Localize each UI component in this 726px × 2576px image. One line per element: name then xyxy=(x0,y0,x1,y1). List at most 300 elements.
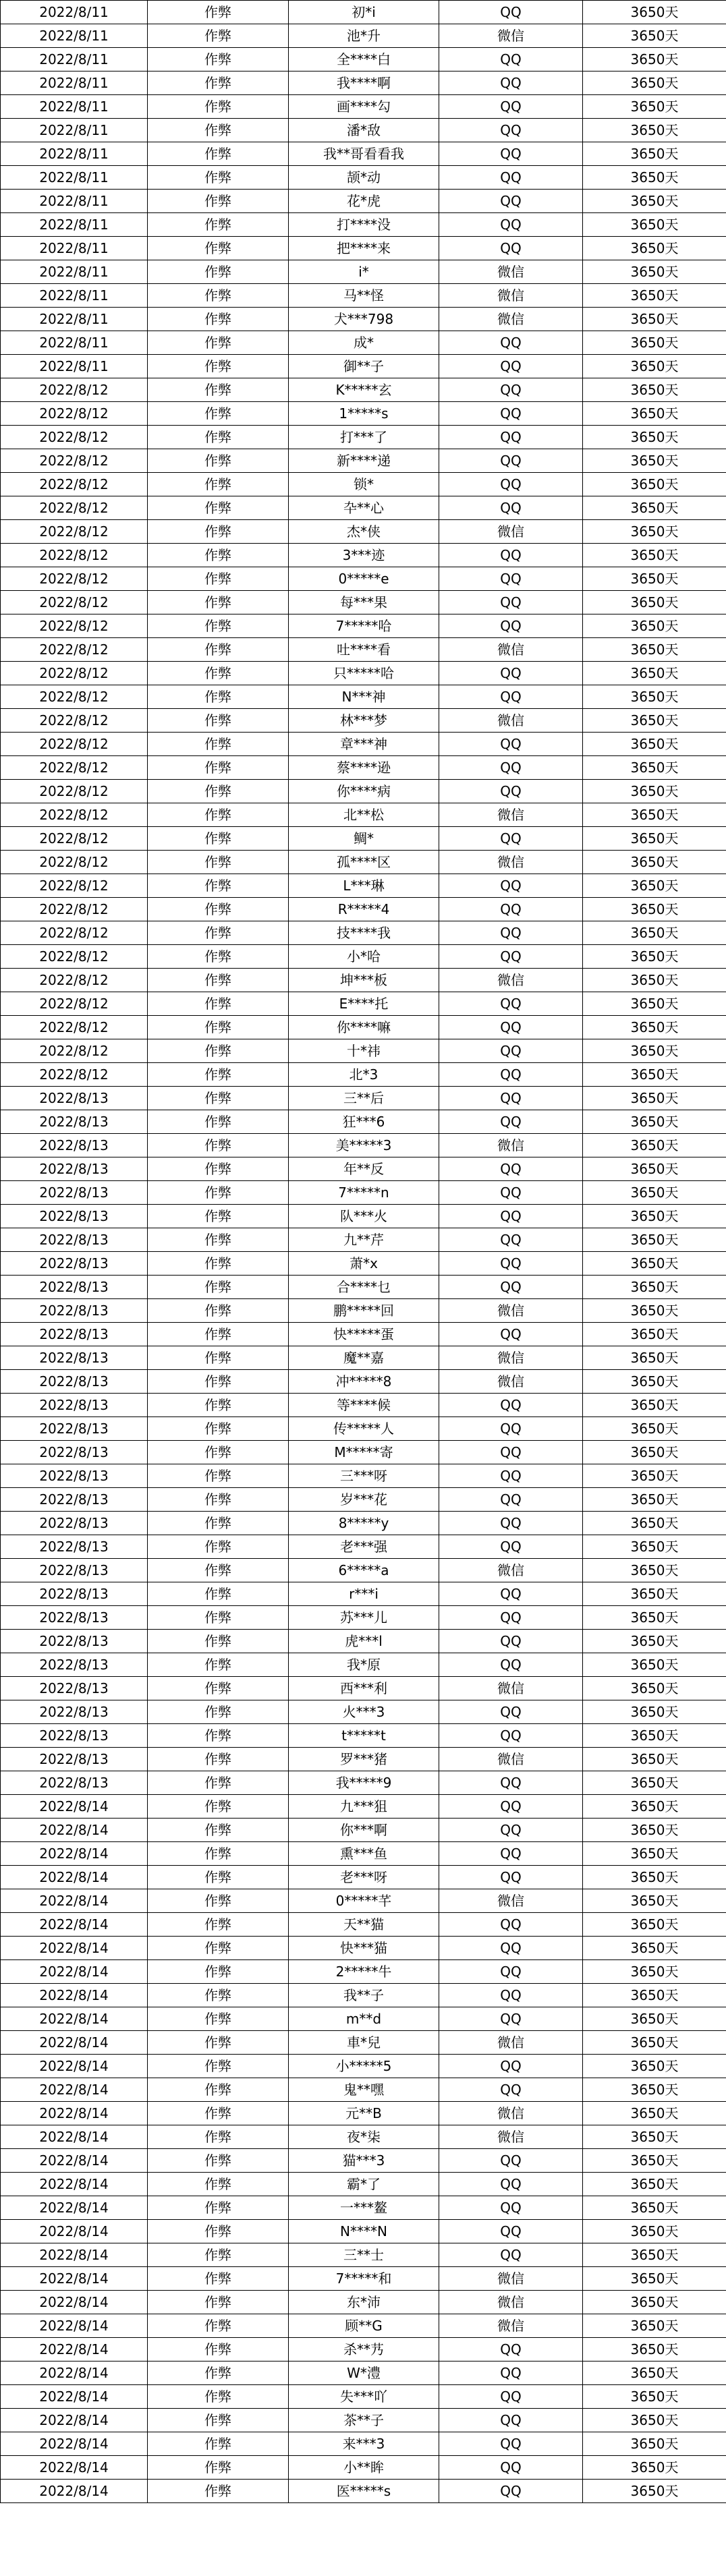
table-row xyxy=(1,71,726,95)
date-cell: 2022/8/13 xyxy=(1,1464,148,1488)
table-row xyxy=(1,1157,726,1181)
duration-cell: 3650天 xyxy=(583,1535,726,1559)
nickname-cell: 三**士 xyxy=(289,2243,439,2267)
duration-cell: 3650天 xyxy=(583,1299,726,1323)
nickname-cell: 猫***3 xyxy=(289,2149,439,2173)
duration-cell: 3650天 xyxy=(583,1394,726,1417)
date-cell: 2022/8/12 xyxy=(1,898,148,921)
reason-cell: 作弊 xyxy=(148,2007,289,2031)
platform-cell: QQ xyxy=(439,2173,583,2196)
date-cell: 2022/8/14 xyxy=(1,2102,148,2125)
table-row xyxy=(1,969,726,992)
date-cell: 2022/8/11 xyxy=(1,331,148,355)
duration-cell: 3650天 xyxy=(583,1606,726,1630)
nickname-cell: 成* xyxy=(289,331,439,355)
date-cell: 2022/8/11 xyxy=(1,24,148,48)
date-cell: 2022/8/13 xyxy=(1,1653,148,1677)
nickname-cell: 0*****e xyxy=(289,567,439,591)
platform-cell: QQ xyxy=(439,733,583,756)
nickname-cell: 快*****蛋 xyxy=(289,1323,439,1346)
date-cell: 2022/8/12 xyxy=(1,520,148,544)
reason-cell: 作弊 xyxy=(148,1346,289,1370)
duration-cell: 3650天 xyxy=(583,1016,726,1039)
reason-cell: 作弊 xyxy=(148,1677,289,1700)
nickname-cell: 快***猫 xyxy=(289,1937,439,1960)
table-row xyxy=(1,2385,726,2409)
platform-cell: QQ xyxy=(439,1960,583,1984)
reason-cell: 作弊 xyxy=(148,2220,289,2243)
date-cell: 2022/8/14 xyxy=(1,2362,148,2385)
reason-cell: 作弊 xyxy=(148,284,289,308)
date-cell: 2022/8/13 xyxy=(1,1110,148,1134)
reason-cell: 作弊 xyxy=(148,733,289,756)
date-cell: 2022/8/13 xyxy=(1,1724,148,1748)
reason-cell: 作弊 xyxy=(148,1276,289,1299)
nickname-cell: 杀**艿 xyxy=(289,2338,439,2362)
reason-cell: 作弊 xyxy=(148,1181,289,1205)
table-row xyxy=(1,1110,726,1134)
table-row xyxy=(1,2173,726,2196)
platform-cell: QQ xyxy=(439,591,583,614)
date-cell: 2022/8/13 xyxy=(1,1677,148,1700)
duration-cell: 3650天 xyxy=(583,1889,726,1913)
nickname-cell: 霸*了 xyxy=(289,2173,439,2196)
date-cell: 2022/8/14 xyxy=(1,2125,148,2149)
date-cell: 2022/8/13 xyxy=(1,1346,148,1370)
platform-cell: QQ xyxy=(439,1842,583,1866)
platform-cell: QQ xyxy=(439,1228,583,1252)
table-row xyxy=(1,331,726,355)
nickname-cell: 每***果 xyxy=(289,591,439,614)
date-cell: 2022/8/12 xyxy=(1,1016,148,1039)
platform-cell: QQ xyxy=(439,1181,583,1205)
table-row xyxy=(1,378,726,402)
reason-cell: 作弊 xyxy=(148,1960,289,1984)
reason-cell: 作弊 xyxy=(148,2267,289,2291)
date-cell: 2022/8/11 xyxy=(1,260,148,284)
table-row xyxy=(1,95,726,119)
table-row xyxy=(1,1205,726,1228)
duration-cell: 3650天 xyxy=(583,2031,726,2055)
table-row xyxy=(1,2362,726,2385)
nickname-cell: K*****玄 xyxy=(289,378,439,402)
platform-cell: QQ xyxy=(439,1323,583,1346)
table-row xyxy=(1,1559,726,1582)
platform-cell: QQ xyxy=(439,1984,583,2007)
duration-cell: 3650天 xyxy=(583,662,726,685)
platform-cell: QQ xyxy=(439,1606,583,1630)
nickname-cell: 小*****5 xyxy=(289,2055,439,2078)
nickname-cell: 7*****哈 xyxy=(289,614,439,638)
nickname-cell: 蔡****逊 xyxy=(289,756,439,780)
duration-cell: 3650天 xyxy=(583,2314,726,2338)
table-row xyxy=(1,1795,726,1819)
date-cell: 2022/8/11 xyxy=(1,166,148,190)
table-row xyxy=(1,945,726,969)
duration-cell: 3650天 xyxy=(583,2291,726,2314)
reason-cell: 作弊 xyxy=(148,921,289,945)
reason-cell: 作弊 xyxy=(148,1937,289,1960)
date-cell: 2022/8/13 xyxy=(1,1417,148,1441)
platform-cell: QQ xyxy=(439,780,583,803)
date-cell: 2022/8/11 xyxy=(1,284,148,308)
duration-cell: 3650天 xyxy=(583,355,726,378)
platform-cell: QQ xyxy=(439,2456,583,2480)
table-row xyxy=(1,308,726,331)
duration-cell: 3650天 xyxy=(583,2078,726,2102)
duration-cell: 3650天 xyxy=(583,520,726,544)
table-row xyxy=(1,1960,726,1984)
nickname-cell: 北**松 xyxy=(289,803,439,827)
nickname-cell: 全****白 xyxy=(289,48,439,71)
duration-cell: 3650天 xyxy=(583,733,726,756)
platform-cell: QQ xyxy=(439,1252,583,1276)
reason-cell: 作弊 xyxy=(148,1700,289,1724)
table-row xyxy=(1,851,726,874)
reason-cell: 作弊 xyxy=(148,2055,289,2078)
platform-cell: 微信 xyxy=(439,2125,583,2149)
duration-cell: 3650天 xyxy=(583,237,726,260)
duration-cell: 3650天 xyxy=(583,1630,726,1653)
nickname-cell: 失***吖 xyxy=(289,2385,439,2409)
table-row xyxy=(1,496,726,520)
reason-cell: 作弊 xyxy=(148,520,289,544)
date-cell: 2022/8/12 xyxy=(1,803,148,827)
date-cell: 2022/8/12 xyxy=(1,780,148,803)
nickname-cell: 1*****s xyxy=(289,402,439,426)
date-cell: 2022/8/11 xyxy=(1,71,148,95)
duration-cell: 3650天 xyxy=(583,331,726,355)
table-row xyxy=(1,1276,726,1299)
nickname-cell: N***神 xyxy=(289,685,439,709)
date-cell: 2022/8/12 xyxy=(1,827,148,851)
reason-cell: 作弊 xyxy=(148,898,289,921)
date-cell: 2022/8/12 xyxy=(1,449,148,473)
platform-cell: QQ xyxy=(439,2196,583,2220)
duration-cell: 3650天 xyxy=(583,2456,726,2480)
nickname-cell: 犬***798 xyxy=(289,308,439,331)
platform-cell: QQ xyxy=(439,874,583,898)
duration-cell: 3650天 xyxy=(583,1677,726,1700)
nickname-cell: 东*沛 xyxy=(289,2291,439,2314)
date-cell: 2022/8/14 xyxy=(1,2267,148,2291)
nickname-cell: 0*****芊 xyxy=(289,1889,439,1913)
platform-cell: QQ xyxy=(439,2480,583,2503)
date-cell: 2022/8/13 xyxy=(1,1087,148,1110)
reason-cell: 作弊 xyxy=(148,2432,289,2456)
date-cell: 2022/8/14 xyxy=(1,2409,148,2432)
duration-cell: 3650天 xyxy=(583,142,726,166)
duration-cell: 3650天 xyxy=(583,260,726,284)
table-row xyxy=(1,2125,726,2149)
date-cell: 2022/8/12 xyxy=(1,1039,148,1063)
table-row xyxy=(1,2338,726,2362)
table-row xyxy=(1,874,726,898)
date-cell: 2022/8/11 xyxy=(1,355,148,378)
table-row xyxy=(1,1,726,24)
duration-cell: 3650天 xyxy=(583,1110,726,1134)
duration-cell: 3650天 xyxy=(583,898,726,921)
platform-cell: QQ xyxy=(439,449,583,473)
table-row xyxy=(1,1582,726,1606)
reason-cell: 作弊 xyxy=(148,2196,289,2220)
reason-cell: 作弊 xyxy=(148,992,289,1016)
reason-cell: 作弊 xyxy=(148,48,289,71)
nickname-cell: 九***狙 xyxy=(289,1795,439,1819)
duration-cell: 3650天 xyxy=(583,614,726,638)
nickname-cell: 顾**G xyxy=(289,2314,439,2338)
nickname-cell: 3***迹 xyxy=(289,544,439,567)
table-row xyxy=(1,1417,726,1441)
platform-cell: QQ xyxy=(439,473,583,496)
nickname-cell: 传*****人 xyxy=(289,1417,439,1441)
reason-cell: 作弊 xyxy=(148,1653,289,1677)
reason-cell: 作弊 xyxy=(148,449,289,473)
table-row xyxy=(1,638,726,662)
date-cell: 2022/8/13 xyxy=(1,1630,148,1653)
platform-cell: QQ xyxy=(439,1630,583,1653)
duration-cell: 3650天 xyxy=(583,1157,726,1181)
duration-cell: 3650天 xyxy=(583,1748,726,1771)
date-cell: 2022/8/12 xyxy=(1,378,148,402)
duration-cell: 3650天 xyxy=(583,1323,726,1346)
table-row xyxy=(1,190,726,213)
nickname-cell: W*澧 xyxy=(289,2362,439,2385)
platform-cell: QQ xyxy=(439,1039,583,1063)
nickname-cell: 三**后 xyxy=(289,1087,439,1110)
date-cell: 2022/8/14 xyxy=(1,2196,148,2220)
table-row xyxy=(1,142,726,166)
platform-cell: QQ xyxy=(439,2007,583,2031)
platform-cell: QQ xyxy=(439,1913,583,1937)
platform-cell: QQ xyxy=(439,1276,583,1299)
table-row xyxy=(1,567,726,591)
table-row xyxy=(1,1063,726,1087)
table-row xyxy=(1,2314,726,2338)
duration-cell: 3650天 xyxy=(583,95,726,119)
platform-cell: 微信 xyxy=(439,2291,583,2314)
duration-cell: 3650天 xyxy=(583,2149,726,2173)
platform-cell: QQ xyxy=(439,1110,583,1134)
date-cell: 2022/8/14 xyxy=(1,2432,148,2456)
table-row xyxy=(1,2007,726,2031)
platform-cell: QQ xyxy=(439,2409,583,2432)
duration-cell: 3650天 xyxy=(583,71,726,95)
date-cell: 2022/8/14 xyxy=(1,2338,148,2362)
table-row xyxy=(1,803,726,827)
nickname-cell: L***琳 xyxy=(289,874,439,898)
platform-cell: QQ xyxy=(439,1700,583,1724)
duration-cell: 3650天 xyxy=(583,2267,726,2291)
nickname-cell: 马**怪 xyxy=(289,284,439,308)
reason-cell: 作弊 xyxy=(148,1889,289,1913)
date-cell: 2022/8/12 xyxy=(1,945,148,969)
platform-cell: 微信 xyxy=(439,969,583,992)
date-cell: 2022/8/13 xyxy=(1,1441,148,1464)
reason-cell: 作弊 xyxy=(148,2173,289,2196)
platform-cell: QQ xyxy=(439,614,583,638)
reason-cell: 作弊 xyxy=(148,71,289,95)
reason-cell: 作弊 xyxy=(148,1464,289,1488)
table-row xyxy=(1,1724,726,1748)
table-row xyxy=(1,237,726,260)
table-row xyxy=(1,1889,726,1913)
reason-cell: 作弊 xyxy=(148,945,289,969)
date-cell: 2022/8/12 xyxy=(1,709,148,733)
date-cell: 2022/8/12 xyxy=(1,614,148,638)
reason-cell: 作弊 xyxy=(148,496,289,520)
reason-cell: 作弊 xyxy=(148,567,289,591)
platform-cell: 微信 xyxy=(439,1299,583,1323)
reason-cell: 作弊 xyxy=(148,1582,289,1606)
duration-cell: 3650天 xyxy=(583,1582,726,1606)
date-cell: 2022/8/12 xyxy=(1,921,148,945)
reason-cell: 作弊 xyxy=(148,166,289,190)
reason-cell: 作弊 xyxy=(148,1417,289,1441)
platform-cell: QQ xyxy=(439,1653,583,1677)
reason-cell: 作弊 xyxy=(148,2409,289,2432)
nickname-cell: 夜*柒 xyxy=(289,2125,439,2149)
nickname-cell: 杰*侠 xyxy=(289,520,439,544)
platform-cell: QQ xyxy=(439,685,583,709)
reason-cell: 作弊 xyxy=(148,237,289,260)
table-row xyxy=(1,1653,726,1677)
table-row xyxy=(1,2078,726,2102)
platform-cell: 微信 xyxy=(439,520,583,544)
reason-cell: 作弊 xyxy=(148,1748,289,1771)
nickname-cell: 我*****9 xyxy=(289,1771,439,1795)
nickname-cell: 鬼**嘿 xyxy=(289,2078,439,2102)
nickname-cell: 打***了 xyxy=(289,426,439,449)
date-cell: 2022/8/14 xyxy=(1,1866,148,1889)
platform-cell: QQ xyxy=(439,662,583,685)
platform-cell: 微信 xyxy=(439,260,583,284)
date-cell: 2022/8/14 xyxy=(1,2314,148,2338)
platform-cell: QQ xyxy=(439,1488,583,1512)
duration-cell: 3650天 xyxy=(583,544,726,567)
date-cell: 2022/8/14 xyxy=(1,2385,148,2409)
table-row xyxy=(1,1984,726,2007)
table-row xyxy=(1,402,726,426)
nickname-cell: t*****t xyxy=(289,1724,439,1748)
platform-cell: QQ xyxy=(439,1464,583,1488)
reason-cell: 作弊 xyxy=(148,874,289,898)
date-cell: 2022/8/13 xyxy=(1,1582,148,1606)
date-cell: 2022/8/12 xyxy=(1,756,148,780)
platform-cell: QQ xyxy=(439,827,583,851)
platform-cell: QQ xyxy=(439,945,583,969)
nickname-cell: 技****我 xyxy=(289,921,439,945)
table-row xyxy=(1,426,726,449)
nickname-cell: 花*虎 xyxy=(289,190,439,213)
date-cell: 2022/8/12 xyxy=(1,473,148,496)
nickname-cell: 十*祎 xyxy=(289,1039,439,1063)
table-row xyxy=(1,827,726,851)
duration-cell: 3650天 xyxy=(583,2125,726,2149)
nickname-cell: 初*i xyxy=(289,1,439,24)
table-row xyxy=(1,1370,726,1394)
duration-cell: 3650天 xyxy=(583,213,726,237)
reason-cell: 作弊 xyxy=(148,1016,289,1039)
duration-cell: 3650天 xyxy=(583,48,726,71)
duration-cell: 3650天 xyxy=(583,119,726,142)
duration-cell: 3650天 xyxy=(583,1724,726,1748)
duration-cell: 3650天 xyxy=(583,2102,726,2125)
nickname-cell: 林***梦 xyxy=(289,709,439,733)
platform-cell: QQ xyxy=(439,71,583,95)
duration-cell: 3650天 xyxy=(583,1441,726,1464)
duration-cell: 3650天 xyxy=(583,874,726,898)
platform-cell: QQ xyxy=(439,1819,583,1842)
nickname-cell: 九**芹 xyxy=(289,1228,439,1252)
nickname-cell: 8*****y xyxy=(289,1512,439,1535)
date-cell: 2022/8/14 xyxy=(1,2291,148,2314)
table-row xyxy=(1,1771,726,1795)
nickname-cell: 合****乜 xyxy=(289,1276,439,1299)
date-cell: 2022/8/14 xyxy=(1,1795,148,1819)
duration-cell: 3650天 xyxy=(583,426,726,449)
reason-cell: 作弊 xyxy=(148,2385,289,2409)
date-cell: 2022/8/14 xyxy=(1,2007,148,2031)
table-row xyxy=(1,1488,726,1512)
table-row xyxy=(1,260,726,284)
date-cell: 2022/8/11 xyxy=(1,48,148,71)
reason-cell: 作弊 xyxy=(148,591,289,614)
table-row xyxy=(1,2243,726,2267)
platform-cell: 微信 xyxy=(439,1677,583,1700)
duration-cell: 3650天 xyxy=(583,1795,726,1819)
reason-cell: 作弊 xyxy=(148,827,289,851)
date-cell: 2022/8/14 xyxy=(1,2055,148,2078)
duration-cell: 3650天 xyxy=(583,1559,726,1582)
duration-cell: 3650天 xyxy=(583,1512,726,1535)
reason-cell: 作弊 xyxy=(148,2456,289,2480)
table-row xyxy=(1,685,726,709)
duration-cell: 3650天 xyxy=(583,1984,726,2007)
date-cell: 2022/8/13 xyxy=(1,1512,148,1535)
nickname-cell: 熏***鱼 xyxy=(289,1842,439,1866)
table-row xyxy=(1,449,726,473)
platform-cell: QQ xyxy=(439,1724,583,1748)
platform-cell: QQ xyxy=(439,1582,583,1606)
platform-cell: QQ xyxy=(439,378,583,402)
date-cell: 2022/8/13 xyxy=(1,1771,148,1795)
platform-cell: 微信 xyxy=(439,284,583,308)
table-row xyxy=(1,2031,726,2055)
reason-cell: 作弊 xyxy=(148,1394,289,1417)
duration-cell: 3650天 xyxy=(583,1960,726,1984)
reason-cell: 作弊 xyxy=(148,2243,289,2267)
reason-cell: 作弊 xyxy=(148,1228,289,1252)
nickname-cell: 虎***l xyxy=(289,1630,439,1653)
reason-cell: 作弊 xyxy=(148,1913,289,1937)
table-row xyxy=(1,1512,726,1535)
nickname-cell: 西***利 xyxy=(289,1677,439,1700)
date-cell: 2022/8/13 xyxy=(1,1252,148,1276)
table-row xyxy=(1,48,726,71)
nickname-cell: 2*****牛 xyxy=(289,1960,439,1984)
date-cell: 2022/8/11 xyxy=(1,1,148,24)
table-row xyxy=(1,992,726,1016)
nickname-cell: r***i xyxy=(289,1582,439,1606)
duration-cell: 3650天 xyxy=(583,1087,726,1110)
nickname-cell: 御**子 xyxy=(289,355,439,378)
table-row xyxy=(1,1464,726,1488)
date-cell: 2022/8/11 xyxy=(1,237,148,260)
duration-cell: 3650天 xyxy=(583,166,726,190)
date-cell: 2022/8/14 xyxy=(1,2220,148,2243)
date-cell: 2022/8/14 xyxy=(1,1842,148,1866)
